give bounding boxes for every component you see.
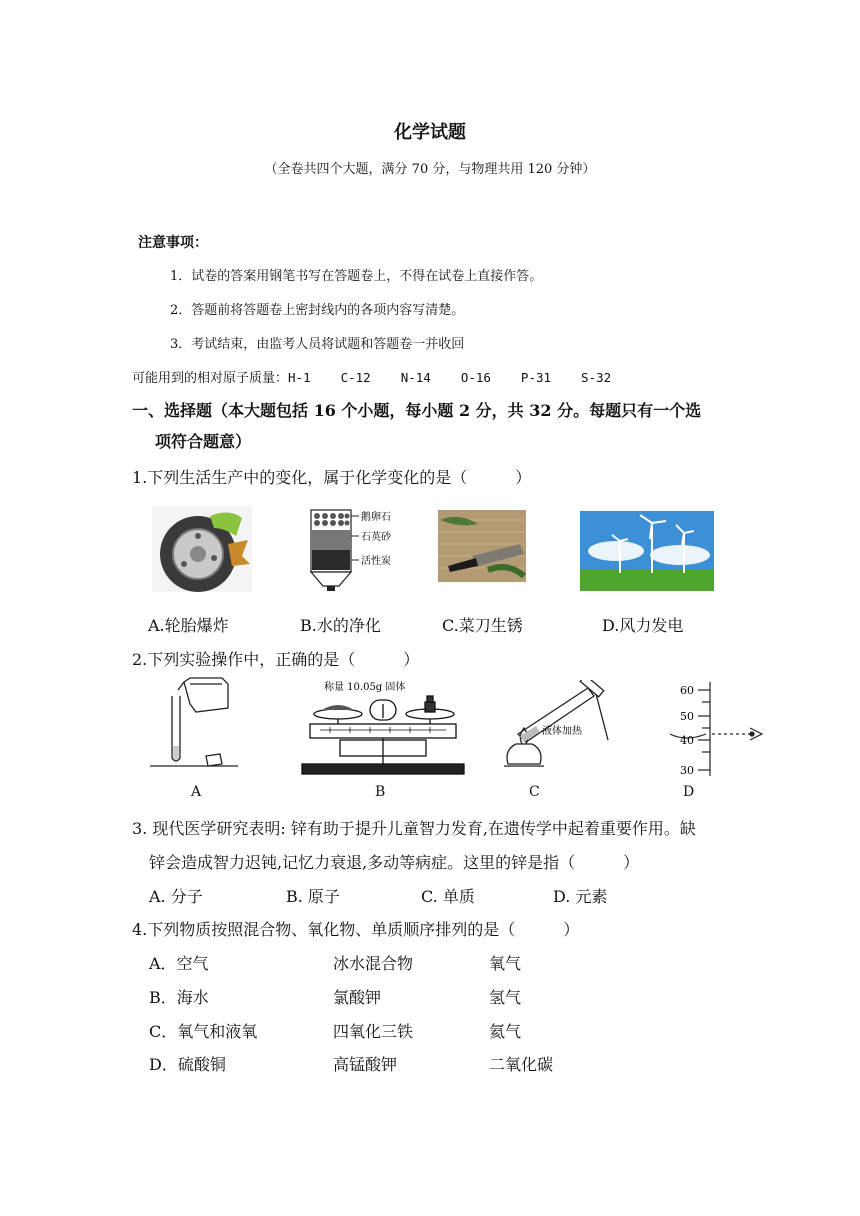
q4-row-b-oxide: 氯酸钾 [333,988,382,1007]
q3-option-b: B. 原子 [286,887,340,906]
section-1-heading-cont: 项符合题意） [155,432,252,451]
balance-label: 称量 10.05g 固体 [324,682,406,693]
graduated-cylinder-image [666,678,768,782]
balance-image [300,680,466,780]
atomic-mass-c: C-12 [340,370,371,385]
page-subtitle: （全卷共四个大题，满分 70 分，与物理共用 120 分钟） [264,162,596,177]
q4-row-c-mixture: C．氧气和液氧 [149,1022,258,1041]
atomic-mass-label: 可能用到的相对原子质量： [132,371,289,386]
atomic-mass-line [132,367,641,386]
heating-label: 液体加热 [542,726,582,737]
q4-row-a-mixture: A．空气 [149,954,209,973]
wind-turbine-image [580,511,714,591]
q4-row-a-oxide: 冰水混合物 [333,954,414,973]
atomic-mass-n: N-14 [400,370,431,385]
notice-item-3: 3．考试结束，由监考人员将试题和答题卷一并收回 [170,337,465,352]
atomic-mass-p: P-31 [520,370,552,385]
q4-row-d-mixture: D．硫酸铜 [149,1055,226,1074]
tire-explosion-image [152,506,252,592]
page-title: 化学试题 [394,122,466,143]
q1-option-c: C.菜刀生锈 [442,616,523,635]
filter-label-sand: 石英砂 [361,532,391,543]
q3-option-a: A. 分子 [149,887,203,906]
question-3-line-1: 3. 现代医学研究表明: 锌有助于提升儿童智力发育,在遗传学中起着重要作用。缺 [132,819,696,838]
question-4-stem: 4.下列物质按照混合物、氧化物、单质顺序排列的是（ ） [132,920,580,939]
water-filter-image [305,506,415,592]
atomic-mass-o: O-16 [460,370,491,385]
q4-row-b-element: 氢气 [489,988,522,1007]
cylinder-tick-30: 30 [680,764,694,777]
q4-row-b-mixture: B．海水 [149,988,209,1007]
liquid-heating-image [496,680,612,774]
rusty-knife-image [438,510,526,582]
notice-item-2: 2．答题前将答题卷上密封线内的各项内容写清楚。 [170,303,465,318]
notice-heading: 注意事项： [138,235,208,251]
filter-label-carbon: 活性炭 [361,556,391,567]
q1-option-d: D.风力发电 [602,616,684,635]
question-2-stem: 2.下列实验操作中，正确的是（ ） [132,650,420,669]
q1-option-a: A.轮胎爆炸 [148,616,229,635]
atomic-mass-s: S-32 [581,370,612,385]
filter-label-pebble: 鹅卵石 [361,512,391,523]
cylinder-tick-40: 40 [680,734,694,747]
section-1-heading: 一、选择题（本大题包括 16 个小题，每小题 2 分，共 32 分。每题只有一个选 [132,401,702,420]
q4-row-a-element: 氧气 [489,954,522,973]
q3-option-c: C. 单质 [421,887,475,906]
cylinder-tick-60: 60 [680,684,694,697]
pouring-liquid-image [150,676,242,772]
question-3-line-2: 锌会造成智力迟钝,记忆力衰退,多动等病症。这里的锌是指（ ） [149,853,640,872]
notice-item-1: 1．试卷的答案用钢笔书写在答题卷上，不得在试卷上直接作答。 [170,269,543,284]
q4-row-c-oxide: 四氧化三铁 [333,1022,414,1041]
q4-row-d-element: 二氧化碳 [489,1055,554,1074]
q2-option-a: A [191,784,202,800]
q4-row-c-element: 氦气 [489,1022,522,1041]
q3-option-d: D. 元素 [553,887,608,906]
question-1-stem: 1.下列生活生产中的变化，属于化学变化的是（ ） [132,468,532,487]
q2-option-c: C [529,784,540,800]
q2-option-b: B [375,784,386,800]
atomic-mass-h: H-1 [288,370,311,385]
cylinder-tick-50: 50 [680,710,694,723]
q4-row-d-oxide: 高锰酸钾 [333,1055,398,1074]
q2-option-d: D [683,784,695,800]
q1-option-b: B.水的净化 [300,616,381,635]
